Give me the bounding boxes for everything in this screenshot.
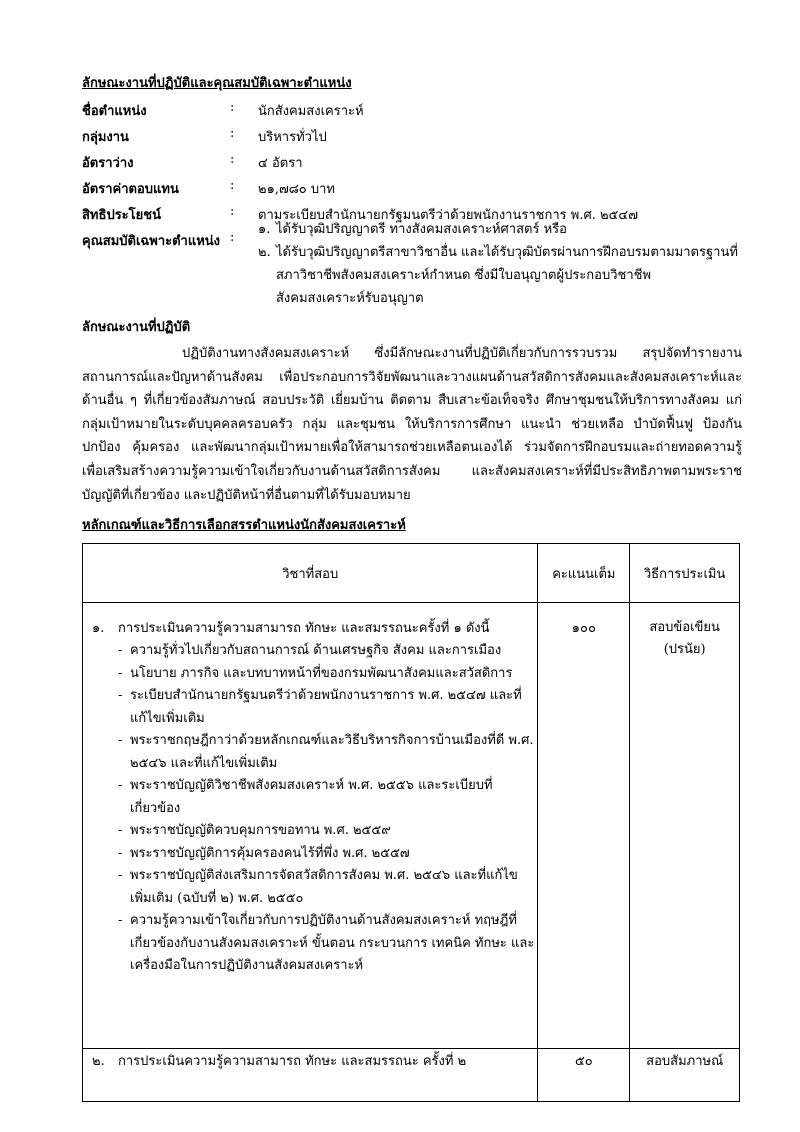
bullet-text: พระราชบัญญัติควบคุมการขอทาน พ.ศ. ๒๕๕๙ [130, 823, 391, 838]
score-cell: ๕๐ [538, 1049, 630, 1102]
spec-label: ชื่อตำแหน่ง [82, 104, 147, 119]
spec-label: อัตราว่าง [82, 156, 134, 171]
bullet-text: นโยบาย ภารกิจ และบทบาทหน้าที่ของกรมพัฒนาสังคมและสวัสดิการ [130, 665, 513, 681]
selection-table [82, 543, 740, 1102]
subject-heading [84, 1050, 536, 1071]
spec-value: ตามระเบียบสำนักนายกรัฐมนตรีว่าด้วยพนักงานราชการ พ.ศ. ๒๕๔๗ [258, 208, 638, 223]
colon: : [230, 152, 235, 167]
subject-title: การประเมินความรู้ความสามารถ ทักษะ และสมรรถนะ ครั้งที่ ๒ [118, 1054, 467, 1069]
qualification-item [258, 241, 738, 310]
spec-label: สิทธิประโยชน์ [82, 208, 161, 223]
subject-cell [83, 1049, 538, 1102]
spec-value: บริหารทั่วไป [258, 130, 327, 145]
spec-row-position [82, 100, 742, 126]
colon: : [230, 230, 235, 245]
row-number: ๒. [92, 1054, 105, 1069]
method-cell: สอบสัมภาษณ์ [630, 1049, 740, 1102]
spec-row-salary [82, 178, 742, 204]
table-header-row [83, 544, 740, 603]
list-item: - นโยบาย ภารกิจ และบทบาทหน้าที่ของกรมพัฒนาสังคมและสวัสดิการ [118, 663, 536, 686]
bullet-text: พระราชบัญญัติการคุ้มครองคนไร้ที่พึ่ง พ.ศ. ๒๕๕๗ [130, 845, 410, 861]
table-row [83, 603, 740, 1049]
subject-title: การประเมินความรู้ความสามารถ ทักษะ และสมรรถนะครั้งที่ ๑ ดังนี้ [118, 621, 490, 636]
spec-value: ๔ อัตรา [258, 156, 303, 171]
header-subject: วิชาที่สอบ [83, 544, 538, 603]
item-text: ได้รับวุฒิปริญญาตรี ทางสังคมสงเคราะห์ศาสตร์ หรือ [276, 222, 567, 237]
bullet-text: พระราชบัญญัติส่งเสริมการจัดสวัสดิการสังคม พ.ศ. ๒๕๔๖ และที่แก้ไขเพิ่มเติม (ฉบับที่ ๒) พ.ศ. ๒๕๕๐ [130, 868, 518, 906]
duty-paragraph: ปฏิบัติงานทางสังคมสงเคราะห์ ซึ่งมีลักษณะงานที่ปฏิบัติเกี่ยวกับการรวบรวม สรุปจัดทำรายงานสถานการณ์และปัญหาด้านสังคม เพื่อประกอบการวิจัยพัฒนาและวางแผนด้านสวัสดิการสังคมและสังคมสงเคราะห์และด้านอื่น ๆ ที่เกี่ยวข้องสัมภาษณ์ สอบประวัติ เยี่ยมบ้าน ติดตาม สืบเสาะข้อเท็จจริง ศึกษาชุมชนให้บริการทางสังคม แก่กลุ่มเป้าหมายในระดับบุคคลครอบครัว กลุ่ม และชุมชน ให้บริการการศึกษา แนะนำ ช่วยเหลือ บำบัดฟื้นฟู ป้องกัน ปกป้อง คุ้มครอง และพัฒนากลุ่มเป้าหมายเพื่อให้สามารถช่วยเหลือตนเองได้ ร่วมจัดการฝึกอบรมและถ่ายทอดความรู้ เพื่อเสริมสร้างความรู้ความเข้าใจเกี่ยวกับงานด้านสวัสดิการสังคม และสังคมสงเคราะห์ที่มีประสิทธิภาพตามพระราชบัญญัติที่เกี่ยวข้อง และปฏิบัติหน้าที่อื่นตามที่ได้รับมอบหมาย [82, 346, 742, 503]
bullet-text: ระเบียบสำนักนายกรัฐมนตรีว่าด้วยพนักงานราชการ พ.ศ. ๒๕๔๗ และที่แก้ไขเพิ่มเติม [130, 688, 522, 726]
score-cell: ๑๐๐ [538, 603, 630, 1049]
item-number: ๒. [258, 245, 271, 260]
row-number: ๑. [92, 621, 105, 636]
spec-row-vacancy [82, 152, 742, 178]
spec-value: ๒๑,๗๘๐ บาท [258, 182, 335, 197]
list-item: - ความรู้ทั่วไปเกี่ยวกับสถานการณ์ ด้านเศรษฐกิจ สังคม และการเมือง [118, 640, 536, 663]
colon: : [230, 178, 235, 193]
section-title-job-spec: ลักษณะงานที่ปฏิบัติและคุณสมบัติเฉพาะตำแหน่ง [82, 76, 352, 91]
method-subtext: (ปรนัย) [663, 642, 706, 657]
subject-cell [83, 603, 538, 1049]
header-score: คะแนนเต็ม [538, 544, 630, 603]
spec-row-group [82, 126, 742, 152]
subject-bullets [118, 640, 536, 978]
list-item: - ระเบียบสำนักนายกรัฐมนตรีว่าด้วยพนักงานราชการ พ.ศ. ๒๕๔๗ และที่แก้ไขเพิ่มเติม [118, 685, 536, 730]
spec-label: อัตราค่าตอบแทน [82, 182, 179, 197]
qualification-list [258, 218, 738, 310]
header-method: วิธีการประเมิน [630, 544, 740, 603]
list-item: - ความรู้ความเข้าใจเกี่ยวกับการปฏิบัติงานด้านสังคมสงเคราะห์ ทฤษฎีที่เกี่ยวข้องกับงานสังคมสงเคราะห์ ขั้นตอน กระบวนการ เทคนิค ทักษะ และเครื่องมือในการปฏิบัติงานสังคมสงเคราะห์ [118, 910, 536, 978]
list-item: - พระราชบัญญัติส่งเสริมการจัดสวัสดิการสังคม พ.ศ. ๒๕๔๖ และที่แก้ไขเพิ่มเติม (ฉบับที่ ๒) พ.ศ. ๒๕๕๐ [118, 865, 536, 910]
bullet-text: ความรู้ความเข้าใจเกี่ยวกับการปฏิบัติงานด้านสังคมสงเคราะห์ ทฤษฎีที่เกี่ยวข้องกับงานสังคมสงเคราะห์ ขั้นตอน กระบวนการ เทคนิค ทักษะ และเครื่องมือในการปฏิบัติงานสังคมสงเคราะห์ [130, 913, 535, 973]
spec-label: กลุ่มงาน [82, 130, 129, 145]
section-title-duties: ลักษณะงานที่ปฏิบัติ [82, 320, 191, 335]
subject-heading [84, 617, 536, 638]
bullet-text: พระราชกฤษฎีกาว่าด้วยหลักเกณฑ์และวิธีบริหารกิจการบ้านเมืองที่ดี พ.ศ. ๒๕๔๖ และที่แก้ไขเพิ่มเติม [130, 733, 534, 771]
list-item: - พระราชบัญญัติควบคุมการขอทาน พ.ศ. ๒๕๕๙ [118, 820, 536, 843]
section-title-selection: หลักเกณฑ์และวิธีการเลือกสรรตำแหน่งนักสังคมสงเคราะห์ [82, 518, 406, 533]
item-number: ๑. [258, 222, 271, 237]
list-item: - พระราชบัญญัติการคุ้มครองคนไร้ที่พึ่ง พ.ศ. ๒๕๕๗ [118, 843, 536, 866]
list-item: - พระราชกฤษฎีกาว่าด้วยหลักเกณฑ์และวิธีบริหารกิจการบ้านเมืองที่ดี พ.ศ. ๒๕๔๖ และที่แก้ไขเพิ่มเติม [118, 730, 536, 775]
bullet-text: พระราชบัญญัติวิชาชีพสังคมสงเคราะห์ พ.ศ. ๒๕๕๖ และระเบียบที่เกี่ยวข้อง [130, 778, 493, 816]
colon: : [230, 100, 235, 115]
method-text: สอบข้อเขียน [649, 620, 720, 635]
table-row [83, 1049, 740, 1102]
bullet-text: ความรู้ทั่วไปเกี่ยวกับสถานการณ์ ด้านเศรษฐกิจ สังคม และการเมือง [130, 643, 502, 658]
qualification-item [258, 218, 738, 241]
item-text: ได้รับวุฒิปริญญาตรีสาขาวิชาอื่น และได้รับวุฒิบัตรผ่านการฝึกอบรมตามมาตรฐานที่สภาวิชาชีพสังคมสงเคราะห์กำหนด ซึ่งมีใบอนุญาตผู้ประกอบวิชาชีพสังคมสงเคราะห์รับอนุญาต [276, 245, 738, 306]
colon: : [230, 204, 235, 219]
colon: : [230, 126, 235, 141]
spec-label: คุณสมบัติเฉพาะตำแหน่ง [82, 234, 221, 249]
list-item: - พระราชบัญญัติวิชาชีพสังคมสงเคราะห์ พ.ศ. ๒๕๕๖ และระเบียบที่เกี่ยวข้อง [118, 775, 536, 820]
spec-value: นักสังคมสงเคราะห์ [258, 104, 364, 119]
method-cell [630, 603, 740, 1049]
